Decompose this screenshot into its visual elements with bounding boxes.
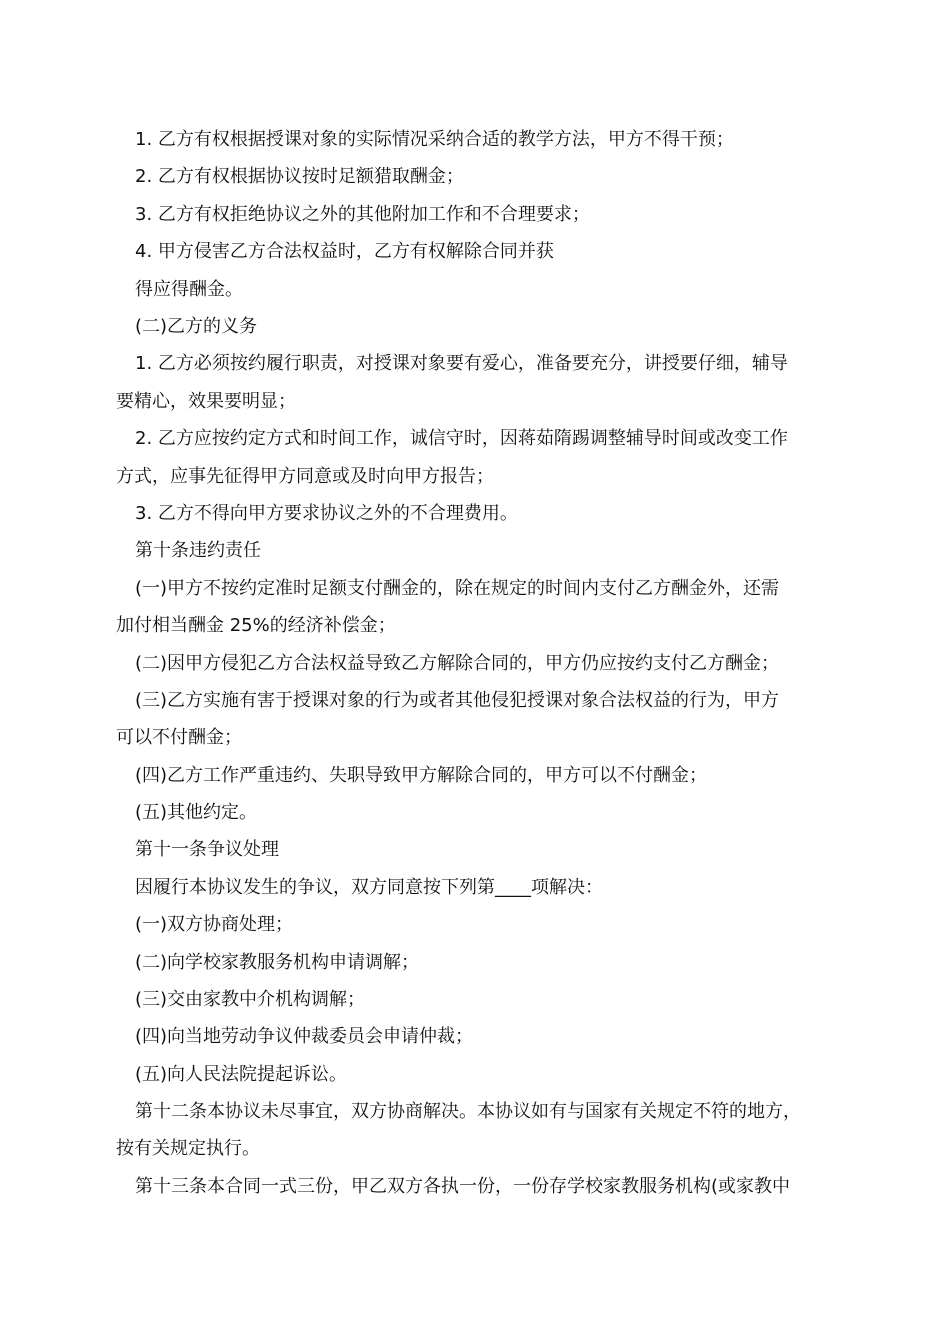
paragraph-line: (五)其他约定。 <box>135 802 258 823</box>
paragraph-line: 第十二条本协议未尽事宜，双方协商解决。本协议如有与国家有关规定不符的地方， <box>135 1101 801 1122</box>
paragraph-line: (三)乙方实施有害于授课对象的行为或者其他侵犯授课对象合法权益的行为，甲方 <box>135 690 780 711</box>
paragraph-line: 第十三条本合同一式三份，甲乙双方各执一份，一份存学校家教服务机构(或家教中 <box>135 1176 791 1197</box>
paragraph-line: 1. 乙方必须按约履行职责，对授课对象要有爱心，准备要充分，讲授要仔细，辅导 <box>135 353 788 374</box>
list-item: (二)向学校家教服务机构申请调解； <box>135 952 420 973</box>
list-item: (三)交由家教中介机构调解； <box>135 989 366 1010</box>
paragraph-line: 4. 甲方侵害乙方合法权益时，乙方有权解除合同并获 <box>135 241 554 262</box>
paragraph-line: 方式，应事先征得甲方同意或及时向甲方报告； <box>116 466 494 487</box>
paragraph-line: 加付相当酬金 25%的经济补偿金； <box>116 615 396 636</box>
paragraph-line: (四)乙方工作严重违约、失职导致甲方解除合同的，甲方可以不付酬金； <box>135 765 708 786</box>
article-heading: 第十条违约责任 <box>135 540 261 561</box>
list-item: (一)双方协商处理； <box>135 914 294 935</box>
paragraph-line: 按有关规定执行。 <box>116 1138 260 1159</box>
paragraph-line: 要精心，效果要明显； <box>116 391 296 412</box>
paragraph-line: 1. 乙方有权根据授课对象的实际情况采纳合适的教学方法，甲方不得干预； <box>135 129 734 150</box>
paragraph-line: 2. 乙方有权根据协议按时足额猎取酬金； <box>135 166 464 187</box>
list-item: (四)向当地劳动争议仲裁委员会申请仲裁； <box>135 1026 474 1047</box>
paragraph-line: (一)甲方不按约定准时足额支付酬金的，除在规定的时间内支付乙方酬金外，还需 <box>135 578 780 599</box>
paragraph-line: 3. 乙方有权拒绝协议之外的其他附加工作和不合理要求； <box>135 204 590 225</box>
paragraph-line: 得应得酬金。 <box>135 279 243 300</box>
paragraph-line: 3. 乙方不得向甲方要求协议之外的不合理费用。 <box>135 503 518 524</box>
list-item: (五)向人民法院提起诉讼。 <box>135 1064 348 1085</box>
paragraph-line: (二)因甲方侵犯乙方合法权益导致乙方解除合同的，甲方仍应按约支付乙方酬金； <box>135 653 780 674</box>
article-heading: 第十一条争议处理 <box>135 839 279 860</box>
section-heading: (二)乙方的义务 <box>135 316 258 337</box>
paragraph-line: 因履行本协议发生的争议，双方同意按下列第____项解决： <box>135 877 603 898</box>
paragraph-line: 可以不付酬金； <box>116 727 242 748</box>
paragraph-line: 2. 乙方应按约定方式和时间工作，诚信守时，因蒋茹隋踢调整辅导时间或改变工作 <box>135 428 788 449</box>
